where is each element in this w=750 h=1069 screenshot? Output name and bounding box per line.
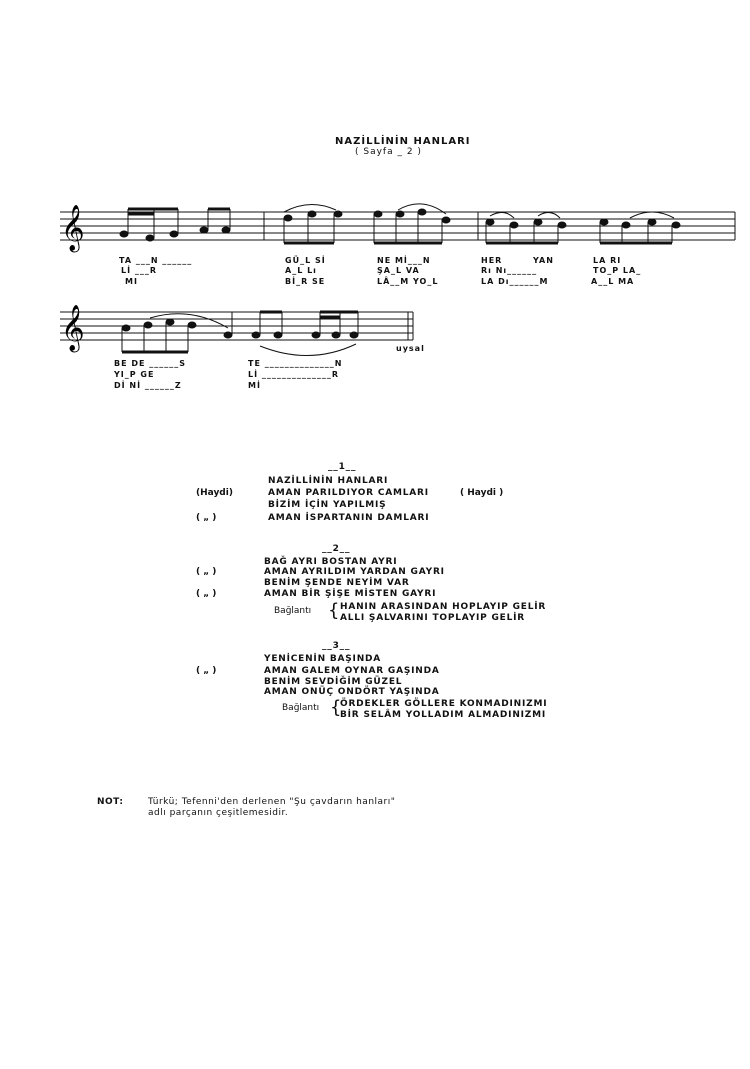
verse-3-baglanti-2: BİR SELÂM YOLLADIM ALMADINIZMI xyxy=(340,710,547,720)
page-subtitle: ( Sayfa _ 2 ) xyxy=(355,147,422,157)
end-word: uysal xyxy=(396,344,425,353)
verse-1-number: __1__ xyxy=(328,462,357,472)
brace-icon: { xyxy=(330,697,343,718)
verse-3-baglanti-label: Bağlantı xyxy=(282,703,320,713)
page-title: NAZİLLİNİN HANLARI xyxy=(335,136,471,147)
verse-2-baglanti-2: ALLI ŞALVARINI TOPLAYIP GELİR xyxy=(340,613,526,623)
staff-system-2 xyxy=(60,312,413,340)
verse-2-number: __2__ xyxy=(322,544,351,554)
verse-2-line-2: AMAN AYRILDIM YARDAN GAYRI xyxy=(264,567,445,577)
verse-3-number: __3__ xyxy=(322,641,351,651)
footnote-line-2: adlı parçanın çeşitlemesidir. xyxy=(148,808,289,818)
notes-system-2 xyxy=(122,312,358,352)
verse-3-line-2: AMAN GALEM OYNAR GAŞINDA xyxy=(264,666,440,676)
verse-3-line-4: AMAN ONÜÇ ONDÖRT YAŞINDA xyxy=(264,687,440,697)
verse-2-line-4: AMAN BİR ŞİŞE MİSTEN GAYRI xyxy=(264,589,437,599)
verse-3-side-2: ( „ ) xyxy=(196,666,217,676)
verse-2-line-3: BENİM ŞENDE NEYİM VAR xyxy=(264,578,410,588)
verse-3-line-3: BENİM SEVDİĞİM GÜZEL xyxy=(264,677,403,687)
treble-clef-icon: 𝄞 xyxy=(61,305,85,351)
brace-icon: { xyxy=(328,600,341,621)
verse-1-side-4: ( „ ) xyxy=(196,513,217,523)
slurs-system-1 xyxy=(284,204,674,218)
verse-2-line-1: BAĞ AYRI BOSTAN AYRI xyxy=(264,557,398,567)
verse-1-line-3: BİZİM İÇİN YAPILMIŞ xyxy=(268,500,387,510)
footnote-line-1: Türkü; Tefenni'den derlenen "Şu çavdarın hanları" xyxy=(148,797,396,807)
verse-1-line-1: NAZİLLİNİN HANLARI xyxy=(268,476,389,486)
treble-clef-icon: 𝄞 xyxy=(61,205,85,251)
verse-1-line-4: AMAN İSPARTANIN DAMLARI xyxy=(268,513,430,523)
music-score xyxy=(0,0,750,420)
verse-2-baglanti-1: HANIN ARASINDAN HOPLAYIP GELİR xyxy=(340,602,547,612)
verse-2-baglanti-label: Bağlantı xyxy=(274,606,312,616)
verse-1-line-2: AMAN PARILDIYOR CAMLARI xyxy=(268,488,429,498)
verse-3-line-1: YENİCENİN BAŞINDA xyxy=(264,654,382,664)
verse-1-extra-2: ( Haydi ) xyxy=(460,488,504,498)
verse-2-side-4: ( „ ) xyxy=(196,589,217,599)
verse-2-side-2: ( „ ) xyxy=(196,567,217,577)
verse-1-side-2: (Haydi) xyxy=(196,488,233,498)
verse-3-baglanti-1: ÖRDEKLER GÖLLERE KONMADINIZMI xyxy=(340,699,548,709)
footnote-label: NOT: xyxy=(97,797,124,807)
